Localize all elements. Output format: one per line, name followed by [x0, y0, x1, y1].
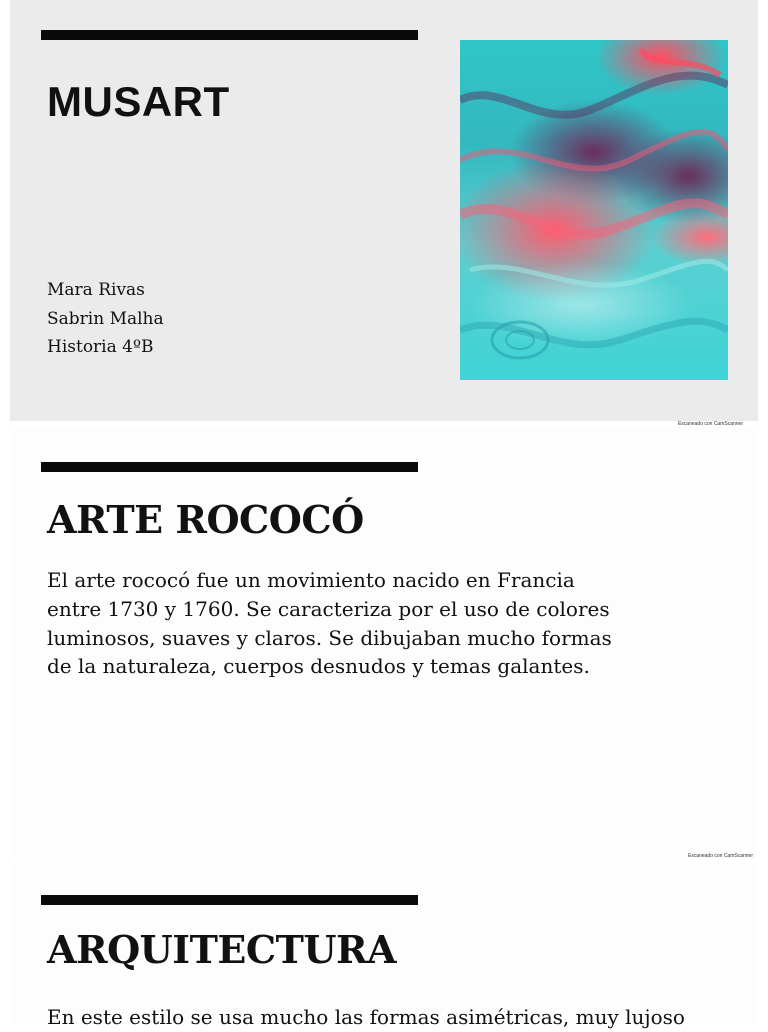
- slide-body-text: El arte rococó fue un movimiento nacido en Francia entre 1730 y 1760. Se caracteriza por el uso de colores luminosos, suaves y claros. Se dibujaban mucho formas de la naturaleza, cuerpos desnudos y temas galantes.: [47, 568, 612, 679]
- decorative-bar: [41, 462, 418, 472]
- slide-heading: ARTE ROCOCÓ: [47, 497, 364, 542]
- architecture-slide: [10, 863, 758, 1029]
- title-slide: [10, 0, 758, 427]
- presentation-title: MUSART: [47, 78, 230, 125]
- marble-swirl-graphic: [460, 40, 728, 380]
- author-line: Sabrin Malha: [47, 308, 164, 329]
- scanner-watermark: Escaneado con CamScanner: [677, 421, 743, 427]
- rococo-slide: [10, 427, 758, 857]
- decorative-bar: [41, 895, 418, 905]
- class-line: Historia 4ºB: [47, 337, 154, 357]
- slide-heading: ARQUITECTURA: [47, 927, 397, 972]
- author-line: Mara Rivas: [47, 280, 145, 300]
- slide-body-text: En este estilo se usa mucho las formas asimétricas, muy lujoso: [47, 1005, 685, 1029]
- author-list: [47, 276, 164, 362]
- abstract-art-image: [460, 40, 728, 380]
- scanner-watermark: Escaneado con CamScanner: [687, 853, 753, 859]
- decorative-bar: [41, 30, 418, 40]
